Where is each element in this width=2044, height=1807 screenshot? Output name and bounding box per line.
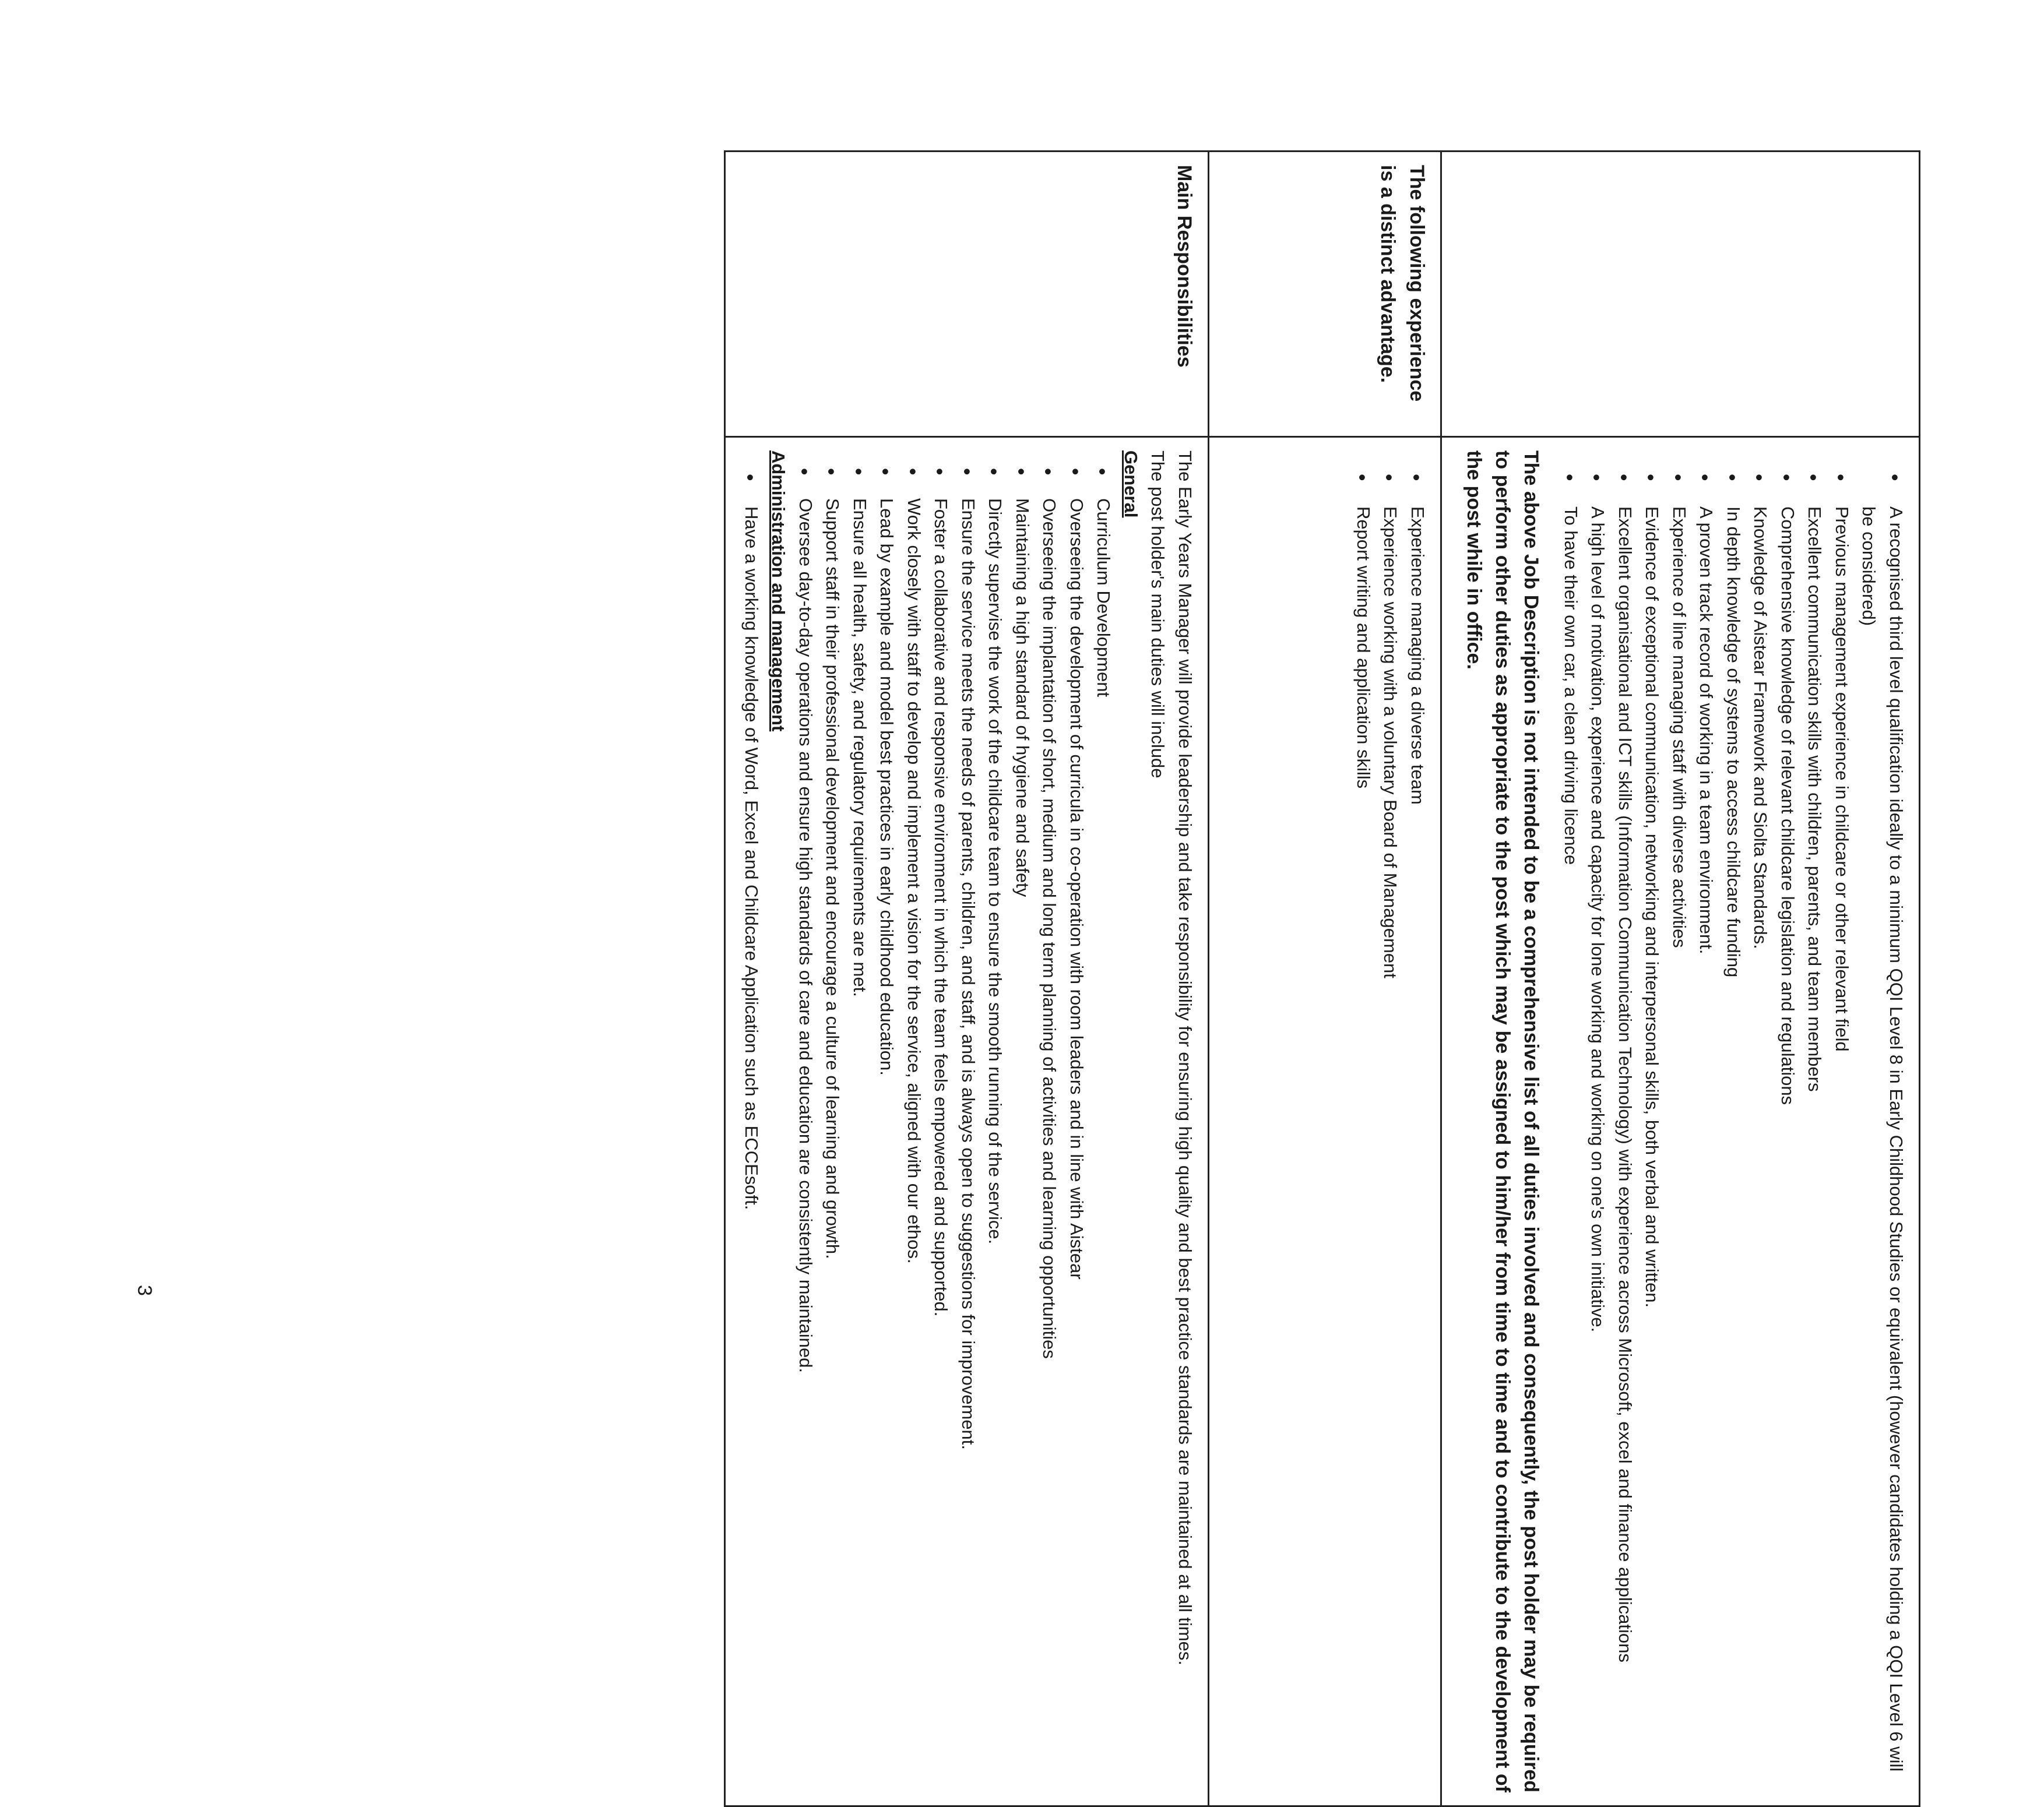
list-item: • Maintaining a high standard of hygiene and safety <box>1008 450 1036 1792</box>
list-item: • Experience of line managing staff with diverse activities <box>1666 450 1693 1792</box>
responsibilities-label-cell <box>725 152 1209 437</box>
table-row-responsibilities <box>725 152 1209 1806</box>
list-item: • Curriculum Development <box>1090 450 1117 1792</box>
job-description-table <box>724 150 1920 1807</box>
list-item: • Evidence of exceptional communication, networking and interpersonal skills, both verbal and written. <box>1638 450 1666 1792</box>
administration-heading: Administration and management <box>768 450 789 732</box>
advantage-list <box>1349 450 1431 1792</box>
advantage-label-cell <box>1208 152 1441 437</box>
list-item: • Excellent organisational and ICT skills (Information Communication Technology) with experience across Microsoft, excel and finance applications <box>1612 450 1639 1792</box>
list-item: • Experience managing a diverse team <box>1403 450 1431 1792</box>
responsibilities-heading: Main Responsibilities <box>1173 165 1195 368</box>
requirements-content-cell <box>1441 437 1919 1806</box>
list-item: • Lead by example and model best practices in early childhood education. <box>873 450 900 1792</box>
requirements-list <box>1557 450 1910 1792</box>
list-item: • Knowledge of Aistear Framework and Siolta Standards. <box>1747 450 1774 1792</box>
responsibilities-intro: The Early Years Manager will provide leadership and take responsibility for ensuring high quality and best practice standards are maintained at all times. <box>1174 450 1195 1666</box>
administration-list <box>737 450 765 1792</box>
table-row-requirements <box>1441 152 1919 1806</box>
list-item: • A high level of motivation, experience and capacity for lone working and working on one's own initiative. <box>1584 450 1612 1792</box>
general-heading: General <box>1120 450 1141 518</box>
general-duties-list <box>791 450 1117 1792</box>
list-item: • Comprehensive knowledge of relevant childcare legislation and regulations <box>1774 450 1802 1792</box>
list-item: • Work closely with staff to develop and implement a vision for the service, aligned with our ethos. <box>900 450 927 1792</box>
job-description-disclaimer: The above Job Description is not intended to be a comprehensive list of all duties involved and consequently, the post holder may be required to perform other duties as appropriate to the post which may be assigned to him/her from time to time and to contribute to the development of the post while in office. <box>1462 450 1543 1792</box>
list-item: • In depth knowledge of systems to access childcare funding <box>1720 450 1747 1792</box>
advantage-heading: The following experience is a distinct advantage. <box>1377 165 1428 402</box>
list-item: • A recognised third level qualification ideally to a minimum QQI Level 8 in Early Childhood Studies or equivalent (however candidates holding a QQI Level 6 will be considered) <box>1855 450 1909 1792</box>
table-row-advantage <box>1208 152 1441 1806</box>
list-item: • Support staff in their professional development and encourage a culture of learning and growth. <box>819 450 846 1792</box>
document-page <box>207 150 1920 1805</box>
list-item: • Ensure the service meets the needs of parents, children, and staff, and is always open to suggestions for improvement. <box>954 450 981 1792</box>
requirements-label-cell <box>1441 152 1919 437</box>
list-item: • Foster a collaborative and responsive environment in which the team feels empowered and supported. <box>927 450 955 1792</box>
list-item: • Report writing and application skills <box>1349 450 1377 1792</box>
responsibilities-content-cell <box>725 437 1209 1806</box>
list-item: • To have their own car, a clean driving licence <box>1557 450 1585 1792</box>
list-item: • Overseeing the development of curricula in co-operation with room leaders and in line with Aistear <box>1063 450 1090 1792</box>
list-item: • Directly supervise the work of the childcare team to ensure the smooth running of the service. <box>981 450 1009 1792</box>
list-item: • Previous management experience in childcare or other relevant field <box>1828 450 1856 1792</box>
list-item: • Oversee day-to-day operations and ensure high standards of care and education are consistently maintained. <box>791 450 819 1792</box>
responsibilities-intro-duties: The post holder's main duties will include <box>1148 450 1169 779</box>
advantage-content-cell <box>1208 437 1441 1806</box>
list-item: • A proven track record of working in a team environment. <box>1693 450 1720 1792</box>
list-item: • Experience working with a voluntary Board of Management <box>1377 450 1404 1792</box>
page-number: 3 <box>133 1285 156 1296</box>
list-item: • Have a working knowledge of Word, Excel and Childcare Application such as ECCEsoft. <box>737 450 765 1792</box>
list-item: • Excellent communication skills with children, parents, and team members <box>1801 450 1828 1792</box>
list-item: • Overseeing the implantation of short, medium and long term planning of activities and learning opportunities <box>1036 450 1063 1792</box>
list-item: • Ensure all health, safety, and regulatory requirements are met. <box>846 450 873 1792</box>
